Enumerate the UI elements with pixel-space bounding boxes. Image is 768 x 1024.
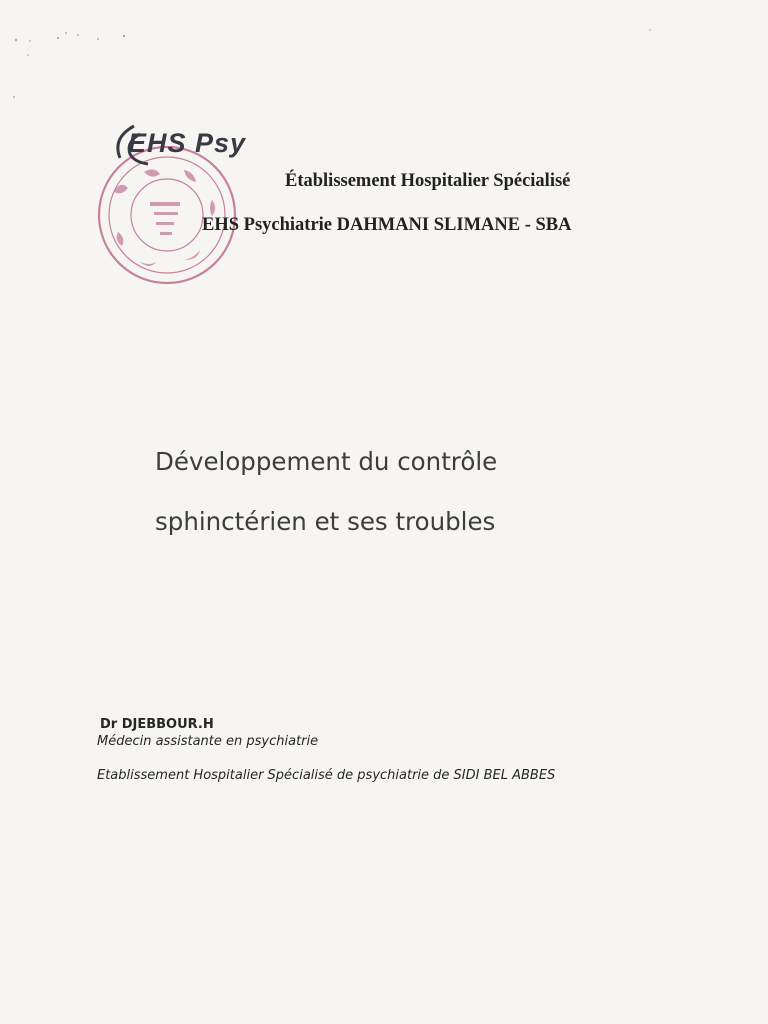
logo-text: EHS Psy bbox=[128, 128, 247, 158]
document-title bbox=[155, 432, 497, 552]
institution-name: Établissement Hospitalier Spécialisé bbox=[285, 171, 571, 191]
institution-subname: EHS Psychiatrie DAHMANI SLIMANE - SBA bbox=[202, 215, 572, 235]
title-line-2: sphinctérien et ses troubles bbox=[155, 507, 496, 536]
author-role: Médecin assistante en psychiatrie bbox=[97, 734, 319, 749]
author-block bbox=[97, 717, 555, 783]
author-institution: Etablissement Hospitalier Spécialisé de psychiatrie de SIDI BEL ABBES bbox=[97, 768, 556, 783]
author-name: Dr DJEBBOUR.H bbox=[100, 717, 214, 732]
title-line-1: Développement du contrôle bbox=[155, 447, 498, 476]
